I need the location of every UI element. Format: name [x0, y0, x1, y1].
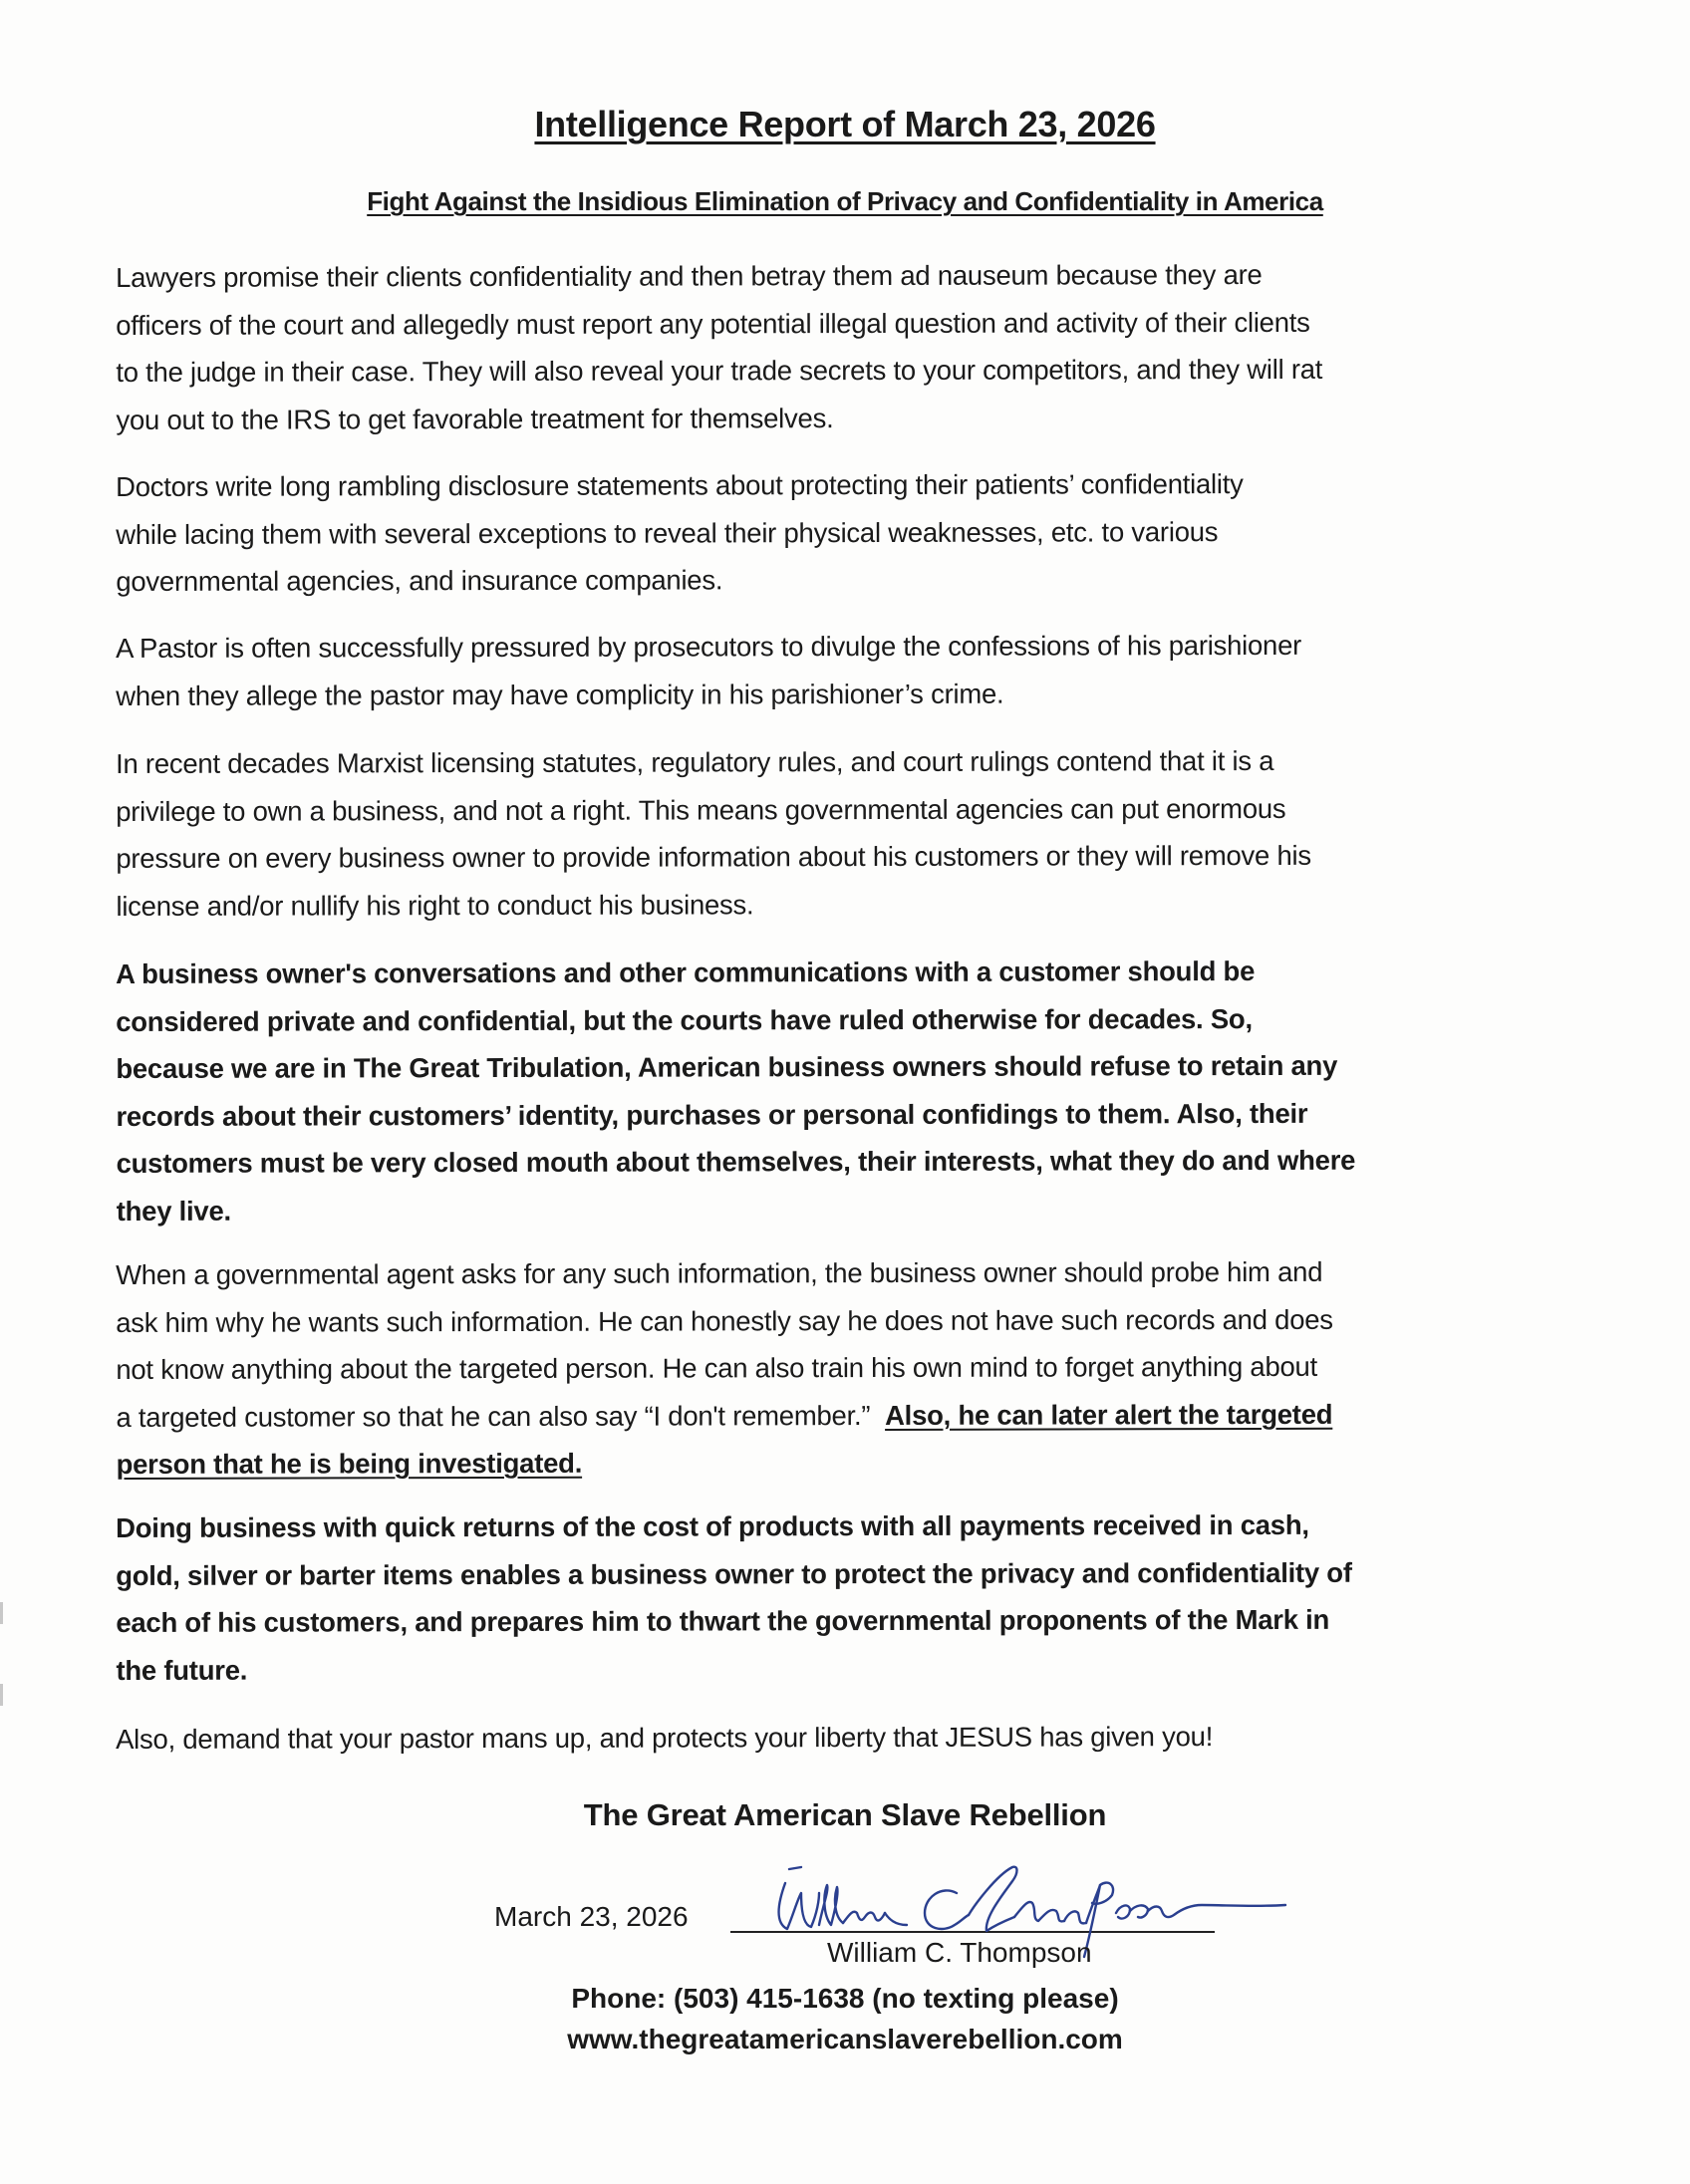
paragraph-cash-business: Doing business with quick returns of the cost of products with all payments received in cash, gold, silver or barter items enables a business owner to protect the privacy and confidentiality of each of his customers, and prepares him to thwart the governmental proponents of the Mark in the future.: [116, 1508, 1352, 1686]
paragraph-business-confidentiality: A business owner's conversations and other communications with a customer should be considered private and confidential, but the courts have ruled otherwise for decades. So, because we are in The Great Tribulation, American business owners should refuse to retain any records about their customers’ identity, purchases or personal confidings to them. Also, their customers must be very closed mouth about themselves, their interests, what they do and where they live.: [116, 956, 1356, 1227]
scan-artifact: [0, 1684, 3, 1706]
contact-website[interactable]: www.thegreatamericanslaverebellion.com: [567, 2024, 1123, 2054]
signer-name: William C. Thompson: [827, 1937, 1092, 1968]
report-subtitle: Fight Against the Insidious Elimination of Privacy and Confidentiality in America: [367, 186, 1323, 216]
paragraph-governmental-agent: When a governmental agent asks for any such information, the business owner should probe him and ask him why he wants such information. He can honestly say he does not have such records and does not know anything about the targeted person. He can also train his own mind to forget anything about a targeted customer so that he can also say “I don't remember.” Also, he can later alert the targeted person that he is being investigated.: [116, 1247, 1581, 1488]
paragraph-lawyers: Lawyers promise their clients confidentiality and then betray them ad nauseum because they are officers of the court and allegedly must report any potential illegal question and activity of their clients to the judge in their case. They will also reveal your trade secrets to your competitors, and they will rat you out to the IRS to get favorable treatment for themselves.: [116, 258, 1323, 435]
emphasis-alert-target: Also, he can later alert the targeted: [885, 1398, 1333, 1431]
organization-name: The Great American Slave Rebellion: [583, 1797, 1107, 1832]
scan-artifact: [0, 1602, 3, 1624]
paragraph-pastor: A Pastor is often successfully pressured by prosecutors to divulge the confessions of his parishioner when they allege the pastor may have complicity in his parishioner’s crime.: [116, 629, 1302, 711]
report-title: Intelligence Report of March 23, 2026: [534, 104, 1156, 144]
contact-phone: Phone: (503) 415-1638 (no texting please): [571, 1983, 1119, 2014]
paragraph-licensing: In recent decades Marxist licensing statutes, regulatory rules, and court rulings contend that it is a privilege to own a business, and not a right. This means governmental agencies can put enormous pressure on every business owner to provide information about his customers or they will remove his license and/or nullify his right to conduct his business.: [116, 744, 1311, 922]
paragraph-doctors: Doctors write long rambling disclosure statements about protecting their patients’ confidentiality while lacing them with several exceptions to reveal their physical weaknesses, etc. to various governmental agencies, and insurance companies.: [116, 468, 1244, 597]
emphasis-alert-target-cont: person that he is being investigated.: [116, 1447, 583, 1480]
paragraph-demand-pastor: Also, demand that your pastor mans up, and protects your liberty that JESUS has given you!: [116, 1721, 1214, 1755]
signature-date: March 23, 2026: [494, 1901, 689, 1932]
